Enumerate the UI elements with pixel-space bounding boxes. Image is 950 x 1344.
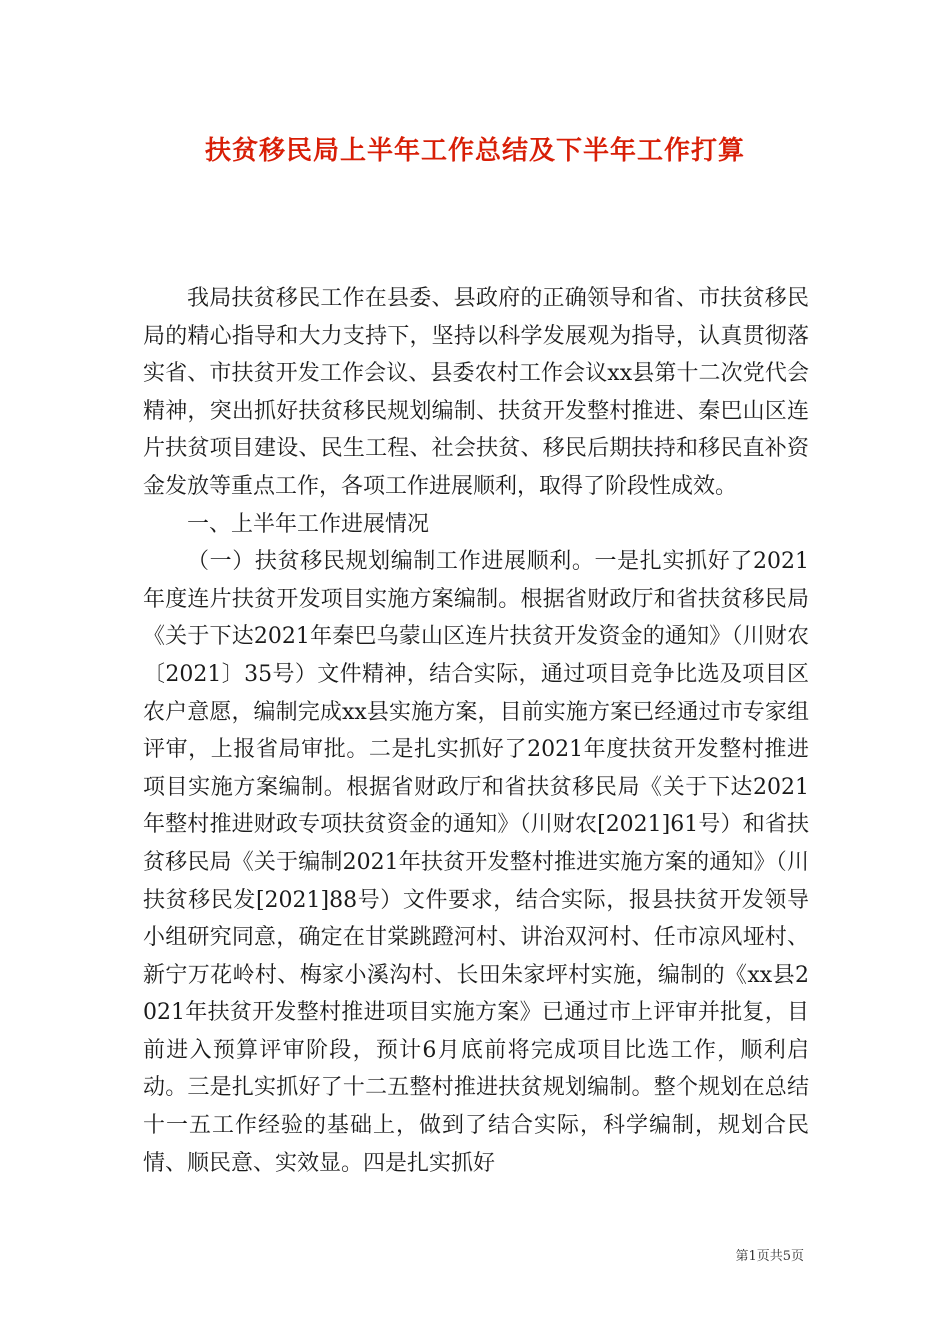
- intro-paragraph: 我局扶贫移民工作在县委、县政府的正确领导和省、市扶贫移民局的精心指导和大力支持下，坚持以科学发展观为指导，认真贯彻落实省、市扶贫开发工作会议、县委农村工作会议xx县第十二次党代会精神，突出抓好扶贫移民规划编制、扶贫开发整村推进、秦巴山区连片扶贫项目建设、民生工程、社会扶贫、移民后期扶持和移民直补资金发放等重点工作，各项工作进展顺利，取得了阶段性成效。: [143, 286, 809, 499]
- document-title: 扶贫移民局上半年工作总结及下半年工作打算: [204, 136, 745, 166]
- section-heading: 一、上半年工作进展情况: [187, 511, 430, 537]
- page-number: 第1页共5页: [735, 1249, 804, 1264]
- document-body: [143, 280, 809, 1182]
- section-paragraph: （一）扶贫移民规划编制工作进展顺利。一是扎实抓好了2021年度连片扶贫开发项目实施方案编制。根据省财政厅和省扶贫移民局《关于下达2021年秦巴乌蒙山区连片扶贫开发资金的通知》（川财农〔2021〕35号）文件精神，结合实际，通过项目竞争比选及项目区农户意愿，编制完成xx县实施方案，目前实施方案已经通过市专家组评审，上报省局审批。二是扎实抓好了2021年度扶贫开发整村推进项目实施方案编制。根据省财政厅和省扶贫移民局《关于下达2021年整村推进财政专项扶贫资金的通知》（川财农[2021]61号）和省扶贫移民局《关于编制2021年扶贫开发整村推进实施方案的通知》（川扶贫移民发[2021]88号）文件要求，结合实际，报县扶贫开发领导小组研究同意，确定在甘棠跳蹬河村、讲治双河村、任市凉风垭村、新宁万花岭村、梅家小溪沟村、长田朱家坪村实施，编制的《xx县2021年扶贫开发整村推进项目实施方案》已通过市上评审并批复，目前进入预算评审阶段，预计6月底前将完成项目比选工作，顺利启动。三是扎实抓好了十二五整村推进扶贫规划编制。整个规划在总结十一五工作经验的基础上，做到了结合实际，科学编制，规划合民情、顺民意、实效显。四是扎实抓好: [143, 549, 810, 1176]
